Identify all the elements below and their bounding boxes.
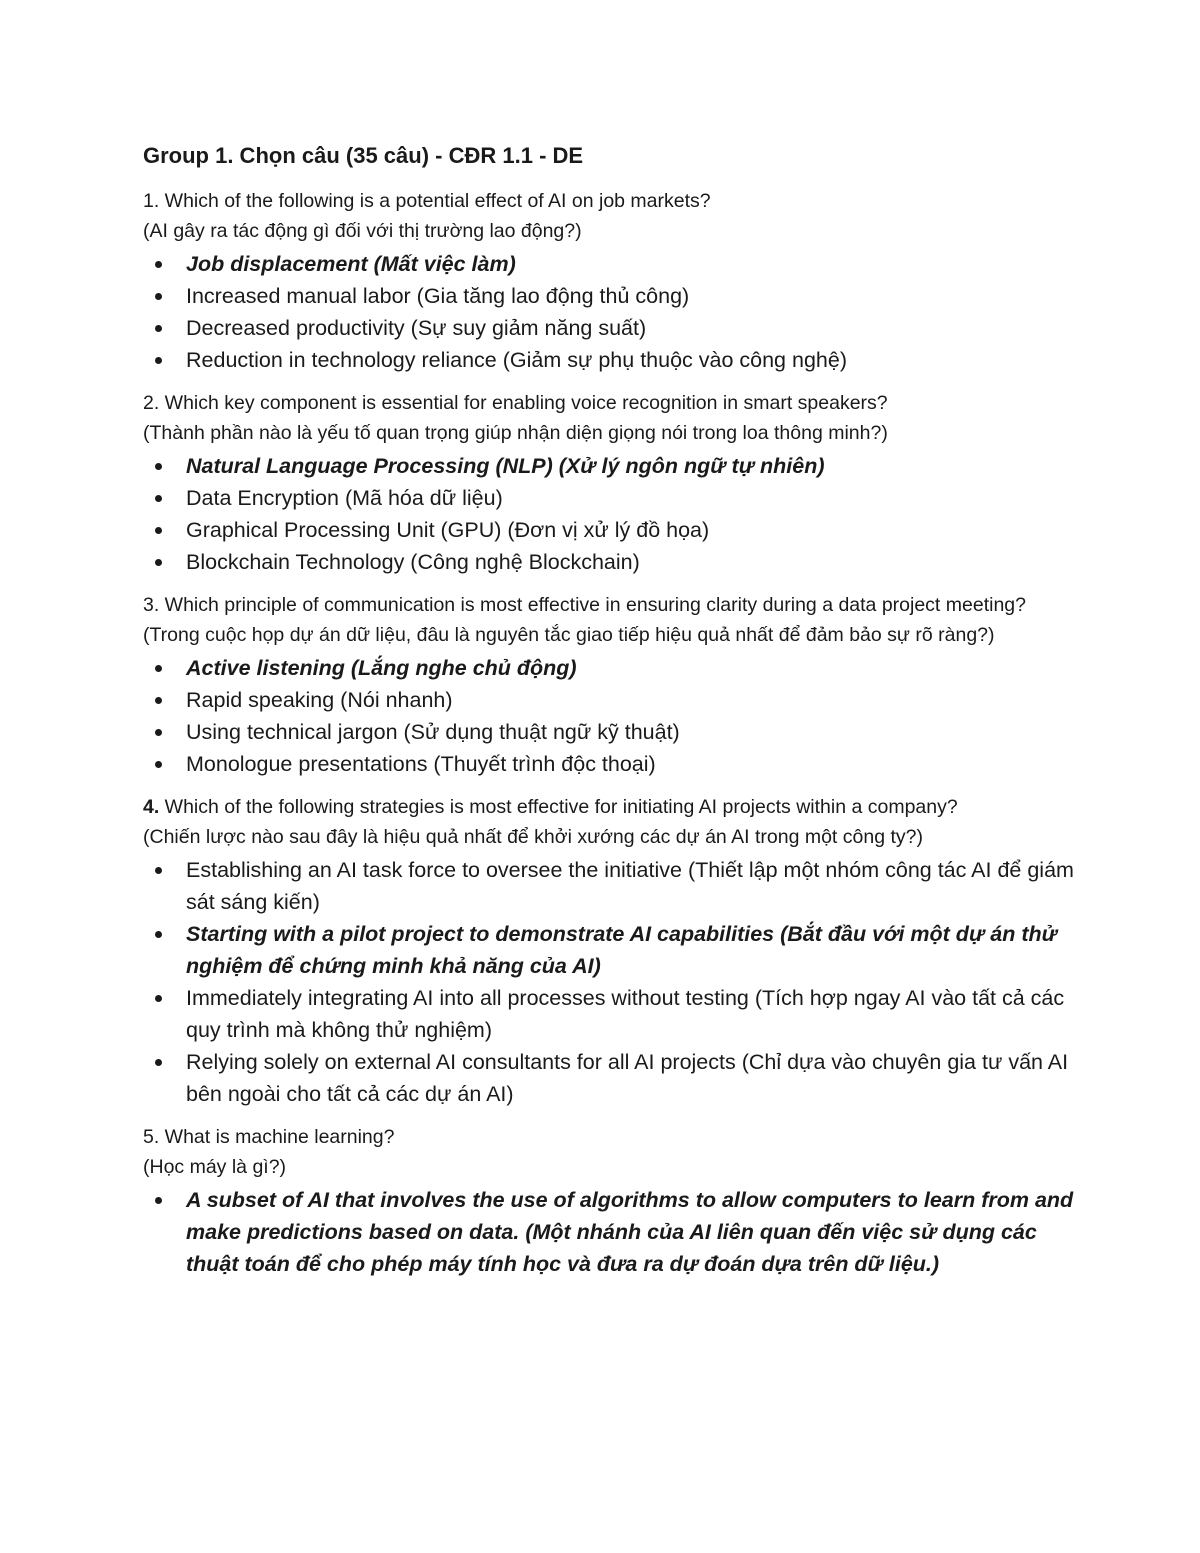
option-list (143, 652, 1078, 780)
document-page (143, 140, 1078, 1292)
bullet-icon (155, 325, 162, 332)
option (143, 312, 1078, 344)
option-label: Increased manual labor (Gia tăng lao động thủ công) (186, 284, 690, 308)
option-label: Relying solely on external AI consultants for all AI projects (Chỉ dựa vào chuyên gia tư vấn AI bên ngoài cho tất cả các dự án AI) (186, 1050, 1069, 1106)
option-label: Establishing an AI task force to oversee the initiative (Thiết lập một nhóm công tác AI để giám sát sáng kiến) (186, 858, 1074, 914)
option-label: Using technical jargon (Sử dụng thuật ngữ kỹ thuật) (186, 720, 680, 744)
question-number: 4. (143, 796, 160, 818)
bullet-icon (155, 293, 162, 300)
question-translation: (AI gây ra tác động gì đối với thị trường lao động?) (143, 220, 582, 242)
question-translation: (Học máy là gì?) (143, 1156, 287, 1178)
bullet-icon (155, 495, 162, 502)
option (143, 482, 1078, 514)
question-translation: (Thành phần nào là yếu tố quan trọng giúp nhận diện giọng nói trong loa thông minh?) (143, 422, 888, 444)
option-label: Natural Language Processing (NLP) (Xử lý ngôn ngữ tự nhiên) (186, 454, 825, 478)
bullet-icon (155, 1059, 162, 1066)
option (143, 1046, 1078, 1110)
option-label: Starting with a pilot project to demonstrate AI capabilities (Bắt đầu với một dự án thử nghiệm để chứng minh khả năng của AI) (186, 922, 1057, 978)
option (143, 716, 1078, 748)
option (143, 748, 1078, 780)
group-title: Group 1. Chọn câu (35 câu) - CĐR 1.1 - DE (143, 143, 584, 168)
option-correct (143, 918, 1078, 982)
bullet-icon (155, 761, 162, 768)
option (143, 982, 1078, 1046)
bullet-icon (155, 931, 162, 938)
option-correct (143, 248, 1078, 280)
question-number: 3. (143, 594, 160, 616)
option-label: A subset of AI that involves the use of algorithms to allow computers to learn from and make predictions based on data. (Một nhánh của AI liên quan đến việc sử dụng các thuật toán để cho phép máy tính học và đưa ra dự đoán dựa trên dữ liệu.) (186, 1188, 1074, 1276)
question-body: Which key component is essential for enabling voice recognition in smart speakers? (159, 392, 888, 414)
option-label: Reduction in technology reliance (Giảm sự phụ thuộc vào công nghệ) (186, 348, 847, 372)
bullet-icon (155, 995, 162, 1002)
bullet-icon (155, 357, 162, 364)
option-label: Decreased productivity (Sự suy giảm năng suất) (186, 316, 647, 340)
option-label: Data Encryption (Mã hóa dữ liệu) (186, 486, 503, 510)
bullet-icon (155, 463, 162, 470)
question-text (143, 590, 1078, 620)
option (143, 280, 1078, 312)
option (143, 344, 1078, 376)
question-number: 2. (143, 392, 160, 414)
option (143, 854, 1078, 918)
question-body: Which of the following strategies is most effective for initiating AI projects within a company? (159, 796, 958, 818)
option-list (143, 854, 1078, 1110)
question-translation: (Trong cuộc họp dự án dữ liệu, đâu là nguyên tắc giao tiếp hiệu quả nhất để đảm bảo sự rõ ràng?) (143, 624, 995, 646)
question-text (143, 792, 1078, 822)
bullet-icon (155, 867, 162, 874)
question-text (143, 1122, 1078, 1152)
bullet-icon (155, 527, 162, 534)
question-text (143, 388, 1078, 418)
question-translation: (Chiến lược nào sau đây là hiệu quả nhất để khởi xướng các dự án AI trong một công ty?) (143, 826, 923, 848)
question-number: 5. (143, 1126, 160, 1148)
option-list (143, 450, 1078, 578)
bullet-icon (155, 665, 162, 672)
question-2 (143, 388, 1078, 578)
option-label: Blockchain Technology (Công nghệ Blockchain) (186, 550, 640, 574)
option-list (143, 248, 1078, 376)
option-correct (143, 652, 1078, 684)
question-1 (143, 186, 1078, 376)
bullet-icon (155, 559, 162, 566)
question-body: What is machine learning? (159, 1126, 395, 1148)
bullet-icon (155, 729, 162, 736)
question-text (143, 186, 1078, 216)
option-label: Rapid speaking (Nói nhanh) (186, 688, 453, 712)
question-5 (143, 1122, 1078, 1280)
option (143, 684, 1078, 716)
option-list (143, 1184, 1078, 1280)
question-body: Which of the following is a potential effect of AI on job markets? (159, 190, 711, 212)
question-number: 1. (143, 190, 160, 212)
question-body: Which principle of communication is most effective in ensuring clarity during a data project meeting? (159, 594, 1026, 616)
question-4 (143, 792, 1078, 1110)
option-label: Monologue presentations (Thuyết trình độc thoại) (186, 752, 656, 776)
option-label: Immediately integrating AI into all processes without testing (Tích hợp ngay AI vào tất cả các quy trình mà không thử nghiệm) (186, 986, 1065, 1042)
option-correct (143, 450, 1078, 482)
option-label: Graphical Processing Unit (GPU) (Đơn vị xử lý đồ họa) (186, 518, 710, 542)
option-label: Job displacement (Mất việc làm) (186, 252, 516, 276)
option-correct (143, 1184, 1078, 1280)
bullet-icon (155, 1197, 162, 1204)
option (143, 546, 1078, 578)
option (143, 514, 1078, 546)
bullet-icon (155, 697, 162, 704)
option-label: Active listening (Lắng nghe chủ động) (186, 656, 577, 680)
bullet-icon (155, 261, 162, 268)
question-3 (143, 590, 1078, 780)
